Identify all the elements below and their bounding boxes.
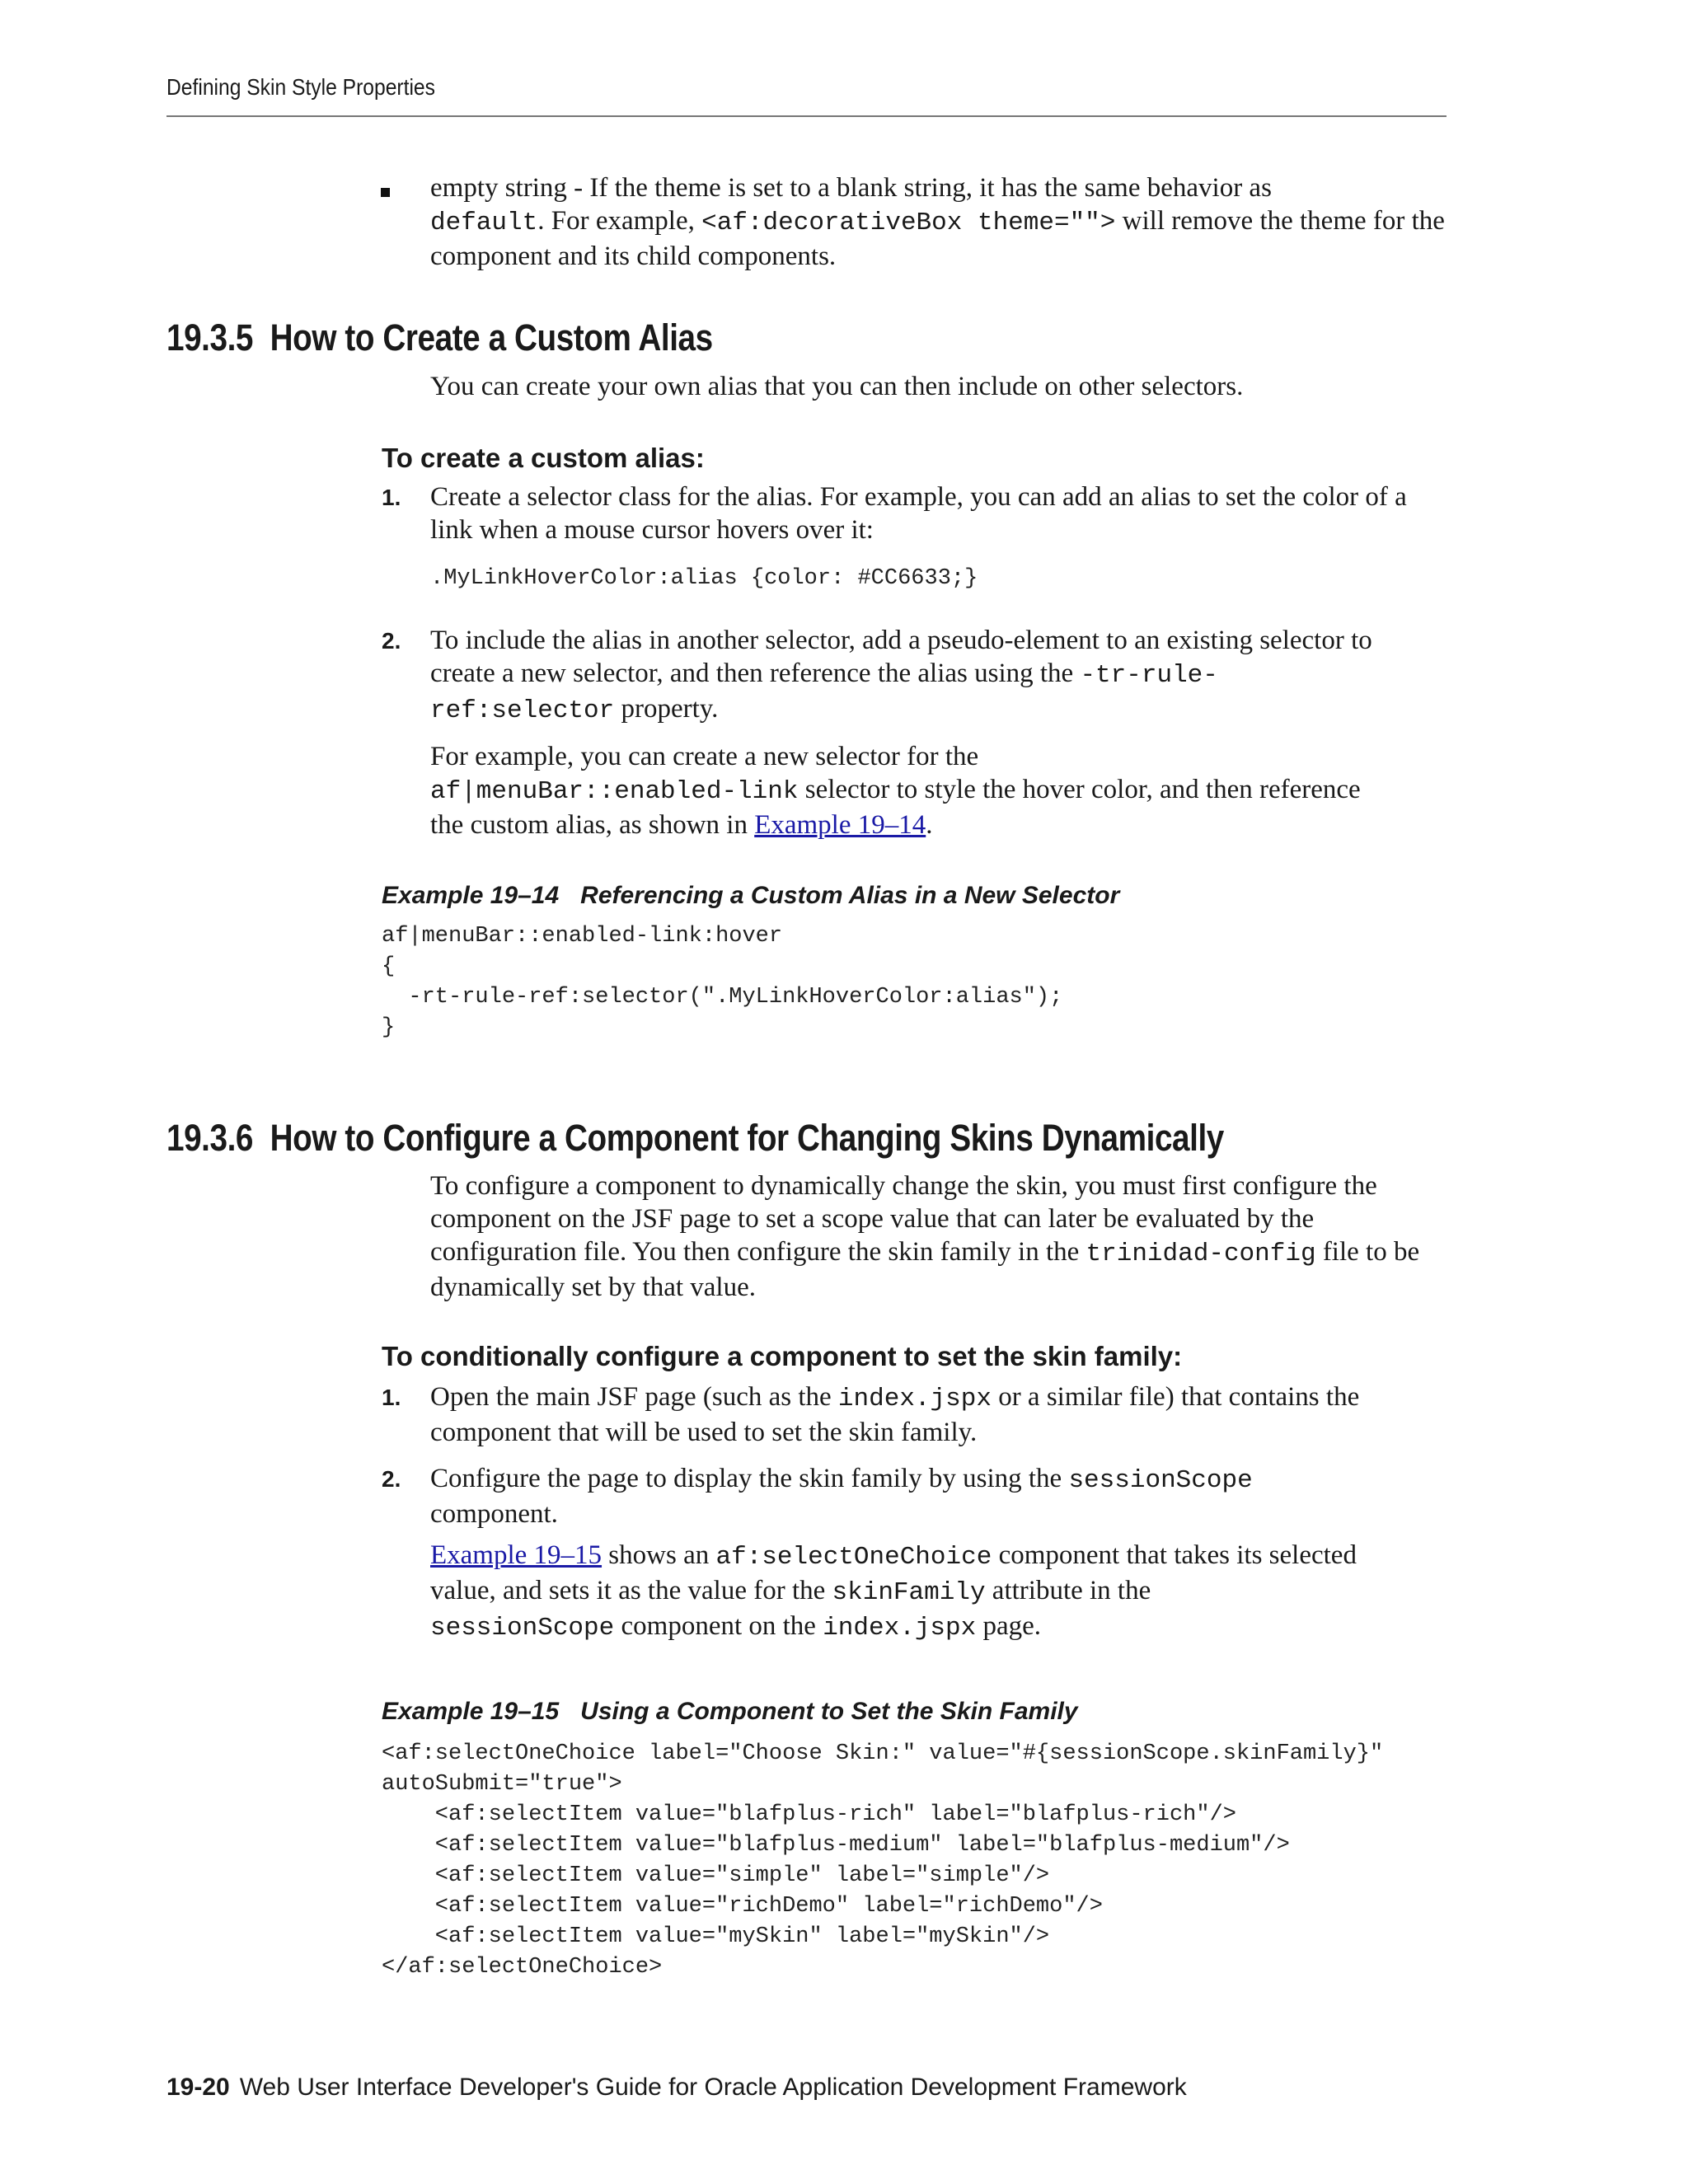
- procedure-heading-1: To create a custom alias:: [382, 443, 705, 473]
- bullet-text-3: will remove the theme for the component and its child components.: [430, 206, 1445, 271]
- bullet-marker: [381, 188, 390, 197]
- example-label: Example 19–14: [382, 882, 560, 909]
- code-line: }: [382, 1015, 396, 1040]
- para-text-2: selector to style the hover color, and then reference the custom alias, as shown in: [430, 775, 1361, 840]
- code-line: .MyLinkHoverColor:alias {color: #CC6633;}: [430, 566, 978, 591]
- step-number: 1.: [382, 1385, 401, 1410]
- page-footer: [166, 2074, 1187, 2102]
- step-number: 1.: [382, 485, 401, 510]
- code-snippet-alias: [430, 564, 978, 594]
- step-number: 2.: [382, 628, 401, 654]
- section-title: How to Create a Custom Alias: [270, 316, 713, 359]
- section-number: 19.3.6: [166, 1117, 254, 1159]
- section-number: 19.3.5: [166, 316, 254, 359]
- bullet-text-2: . For example,: [537, 206, 702, 236]
- example-label: Example 19–15: [382, 1698, 560, 1725]
- procedure-heading-2: To conditionally configure a component to set the skin family:: [382, 1341, 1183, 1371]
- step-text: [430, 1462, 1403, 1530]
- para-text-3: attribute in the: [985, 1576, 1151, 1605]
- inline-code-index-jspx: index.jspx: [837, 1385, 992, 1413]
- code-line: </af:selectOneChoice>: [382, 1955, 663, 1980]
- step2-paragraph: [430, 740, 1386, 841]
- section-heading-19-3-5: [166, 316, 713, 359]
- code-line: -rt-rule-ref:selector(".MyLinkHoverColor:alias");: [382, 985, 1063, 1010]
- intro-text-2: file to be dynamically set by that value.: [430, 1237, 1420, 1302]
- step1-text-2: or a similar file) that contains the component that will be used to set the skin family.: [430, 1382, 1360, 1447]
- inline-code-selectonechoice: af:selectOneChoice: [715, 1543, 992, 1572]
- page-number: 19-20: [166, 2074, 230, 2101]
- para-text-2: component that takes its selected value, and sets it as the value for the: [430, 1540, 1357, 1605]
- section-title: How to Configure a Component for Changing Skins Dynamically: [270, 1117, 1224, 1159]
- inline-code-decorativebox: <af:decorativeBox theme="">: [701, 209, 1116, 237]
- example-19-15-link[interactable]: Example 19–15: [430, 1540, 603, 1570]
- step-text: Create a selector class for the alias. For example, you can add an alias to set the color of a link when a mouse cursor hovers over it:: [430, 482, 1407, 545]
- inline-code-sessionscope: sessionScope: [430, 1614, 615, 1643]
- code-line: <af:selectItem value="richDemo" label="richDemo"/>: [382, 1894, 1103, 1919]
- step1-text-1: Open the main JSF page (such as the: [430, 1382, 838, 1412]
- inline-code-sessionscope: sessionScope: [1068, 1466, 1253, 1495]
- example-title-19-14: [382, 882, 1119, 910]
- step-text: [430, 1380, 1419, 1449]
- para-text-1: shows an: [602, 1540, 716, 1570]
- example-caption: Referencing a Custom Alias in a New Selector: [580, 882, 1120, 909]
- step2-text-1: Configure the page to display the skin family by using the: [430, 1464, 1069, 1493]
- header-rule: [166, 115, 1447, 117]
- section2-intro: [430, 1169, 1452, 1304]
- inline-code-default: default: [430, 209, 538, 237]
- code-example-19-15: [382, 1739, 1383, 1983]
- code-line: <af:selectOneChoice label="Choose Skin:" value="#{sessionScope.skinFamily}": [382, 1741, 1384, 1766]
- book-title: Web User Interface Developer's Guide for Oracle Application Development Framework: [239, 2074, 1187, 2101]
- step-text: [430, 624, 1386, 728]
- code-line: <af:selectItem value="blafplus-medium" label="blafplus-medium"/>: [382, 1833, 1290, 1858]
- step2-paragraph: [430, 1539, 1386, 1645]
- bullet-paragraph: [430, 171, 1452, 273]
- bullet-text-1: empty string - If the theme is set to a blank string, it has the same behavior as: [430, 173, 1272, 203]
- example-19-14-link[interactable]: Example 19–14: [754, 810, 926, 840]
- para-text-3: .: [926, 810, 933, 840]
- step2-text-1: To include the alias in another selector, add a pseudo-element to an existing selector to create a new selector, and then reference the alias using the: [430, 626, 1372, 688]
- code-example-19-14: [382, 921, 1062, 1043]
- code-line: <af:selectItem value="blafplus-rich" label="blafplus-rich"/>: [382, 1802, 1236, 1827]
- running-header: Defining Skin Style Properties: [166, 74, 435, 100]
- inline-code-skinfamily: skinFamily: [832, 1578, 986, 1607]
- example-caption: Using a Component to Set the Skin Family: [580, 1698, 1078, 1725]
- code-line: <af:selectItem value="simple" label="simple"/>: [382, 1863, 1050, 1888]
- step2-text-2: property.: [614, 694, 719, 724]
- step-number: 2.: [382, 1466, 401, 1492]
- code-line: <af:selectItem value="mySkin" label="mySkin"/>: [382, 1924, 1050, 1949]
- para-text-4: component on the: [614, 1611, 823, 1641]
- example-title-19-15: [382, 1698, 1078, 1726]
- para-text-1: For example, you can create a new selector for the: [430, 742, 979, 771]
- inline-code-rule-ref: -tr-rule-ref:selector: [430, 661, 1218, 725]
- step2-text-2: component.: [430, 1499, 558, 1529]
- code-line: autoSubmit="true">: [382, 1772, 622, 1797]
- section-heading-19-3-6: [166, 1117, 1224, 1160]
- code-line: af|menuBar::enabled-link:hover: [382, 924, 783, 949]
- intro-text-1: To configure a component to dynamically change the skin, you must first configure the component on the JSF page to set a scope value that can later be evaluated by the configuration file. You then configure the skin family in the: [430, 1171, 1377, 1267]
- section1-intro: You can create your own alias that you can then include on other selectors.: [430, 372, 1244, 401]
- inline-code-menubar: af|menuBar::enabled-link: [430, 777, 799, 806]
- para-text-5: page.: [976, 1611, 1042, 1641]
- inline-code-trinidad-config: trinidad-config: [1085, 1240, 1316, 1268]
- inline-code-index-jspx: index.jspx: [823, 1614, 977, 1643]
- code-line: {: [382, 954, 396, 979]
